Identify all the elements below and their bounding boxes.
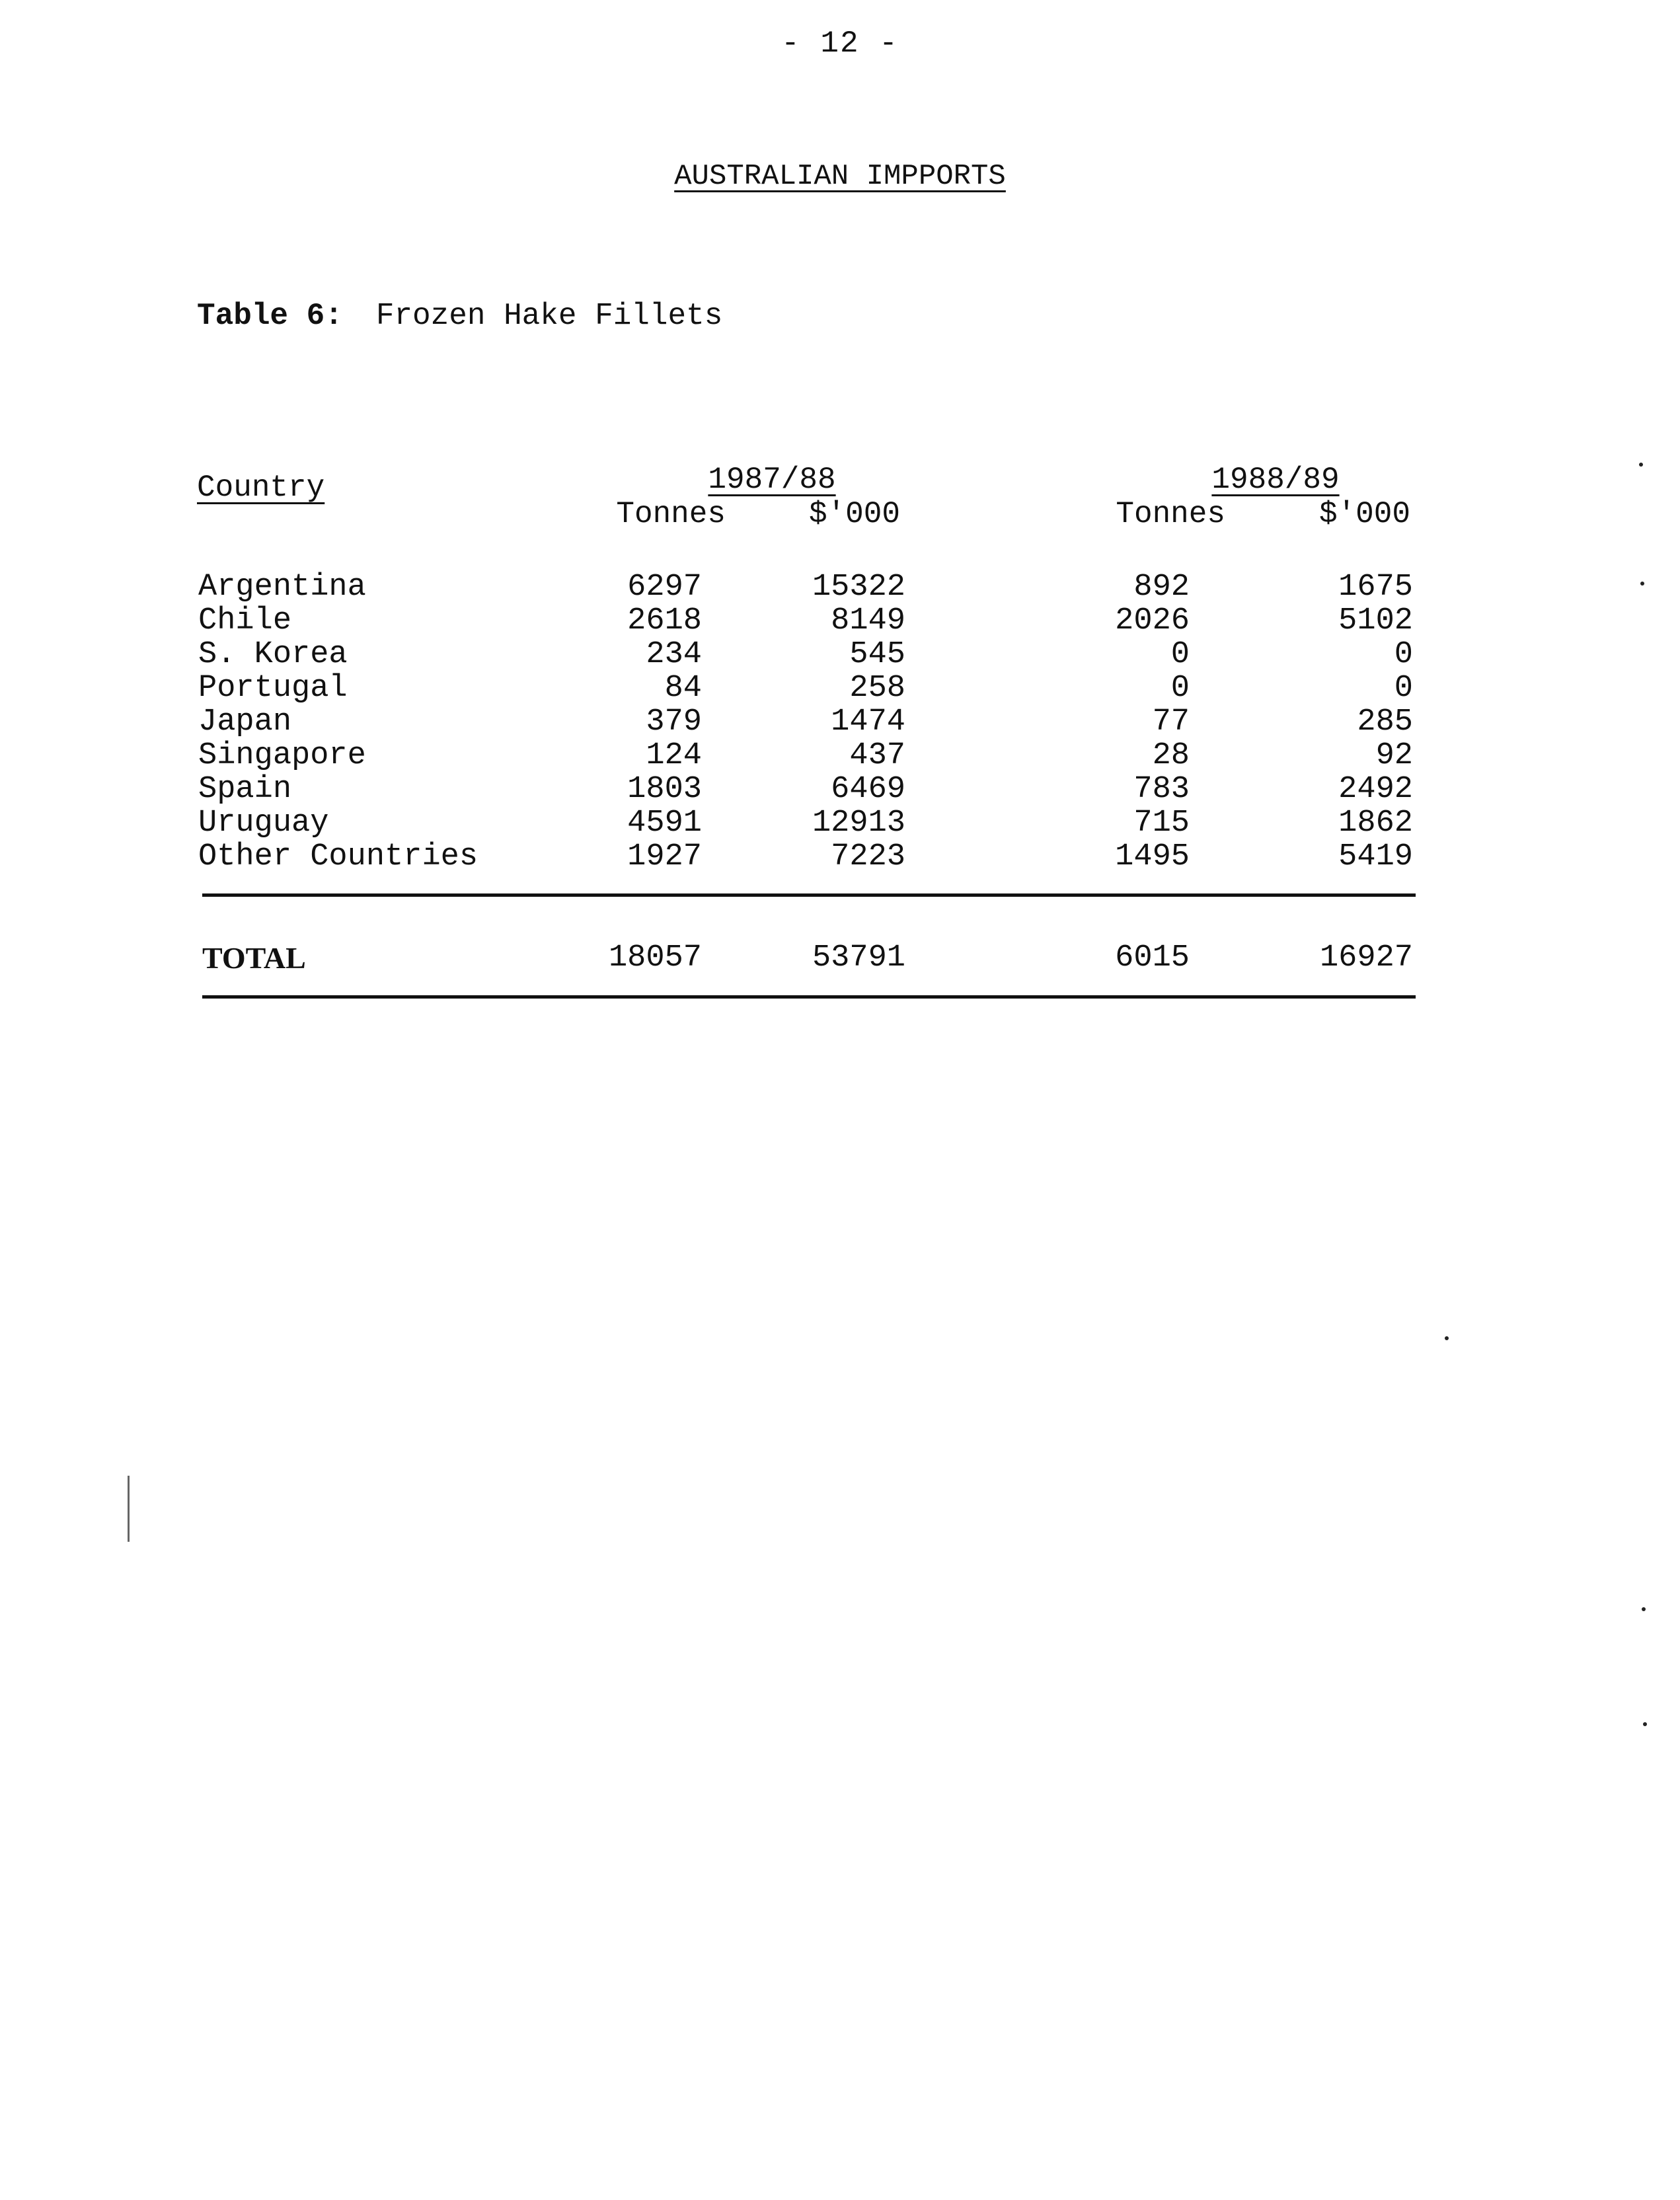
tonnes-1987-88-cell: 1927 — [627, 839, 702, 874]
table-caption — [197, 299, 722, 333]
total-value-1988-89: 16927 — [1319, 940, 1413, 975]
table-row — [0, 772, 1680, 806]
tonnes-1987-88-cell: 2618 — [627, 603, 702, 638]
value-1987-88-cell: 12913 — [812, 806, 905, 841]
tonnes-1987-88-cell: 234 — [646, 637, 702, 672]
scan-speck — [1642, 1607, 1646, 1611]
scan-speck — [1639, 463, 1643, 467]
tonnes-1987-88-cell: 1803 — [627, 772, 702, 807]
total-label: TOTAL — [202, 941, 306, 975]
table-title: Frozen Hake Fillets — [375, 299, 723, 333]
total-tonnes-1988-89: 6015 — [1115, 940, 1190, 975]
value-1987-88-cell: 258 — [849, 671, 905, 706]
year-header-1987-88: 1987/88 — [708, 463, 836, 497]
value-1988-89-cell: 5102 — [1338, 603, 1413, 638]
country-cell: Uruguay — [198, 806, 329, 841]
value-1988-89-cell: 1675 — [1338, 570, 1413, 605]
value-1988-89-cell: 0 — [1394, 637, 1413, 672]
value-1988-89-cell: 0 — [1394, 671, 1413, 706]
tonnes-1988-89-cell: 0 — [1170, 671, 1190, 706]
tonnes-header-1987-88: Tonnes — [616, 497, 726, 531]
tonnes-1988-89-cell: 1495 — [1115, 839, 1190, 874]
total-value-1987-88: 53791 — [812, 940, 905, 975]
value-header-1988-89: $'000 — [1318, 497, 1410, 531]
tonnes-1988-89-cell: 715 — [1133, 806, 1190, 841]
tonnes-1988-89-cell: 28 — [1152, 738, 1190, 773]
table-row — [0, 637, 1680, 671]
country-column-header: Country — [197, 471, 325, 505]
table-divider-top — [202, 893, 1416, 897]
tonnes-1988-89-cell: 77 — [1152, 704, 1190, 740]
tonnes-1987-88-cell: 4591 — [627, 806, 702, 841]
table-row — [0, 806, 1680, 839]
tonnes-1987-88-cell: 379 — [646, 704, 702, 740]
tonnes-1988-89-cell: 0 — [1170, 637, 1190, 672]
country-cell: S. Korea — [198, 637, 348, 672]
country-cell: Japan — [198, 704, 292, 740]
value-1987-88-cell: 6469 — [831, 772, 905, 807]
value-1987-88-cell: 437 — [849, 738, 905, 773]
tonnes-1988-89-cell: 783 — [1133, 772, 1190, 807]
margin-mark — [128, 1476, 130, 1542]
value-1987-88-cell: 7223 — [831, 839, 905, 874]
value-1988-89-cell: 285 — [1357, 704, 1413, 740]
country-cell: Argentina — [198, 570, 366, 605]
year-header-1988-89: 1988/89 — [1211, 463, 1340, 497]
document-heading — [0, 160, 1680, 193]
table-divider-bottom — [202, 995, 1416, 999]
value-1987-88-cell: 8149 — [831, 603, 905, 638]
value-1987-88-cell: 545 — [849, 637, 905, 672]
country-cell: Spain — [198, 772, 292, 807]
tonnes-1987-88-cell: 84 — [664, 671, 702, 706]
country-cell: Portugal — [198, 671, 348, 706]
value-header-1987-88: $'000 — [808, 497, 900, 531]
total-tonnes-1987-88: 18057 — [608, 940, 702, 975]
heading-text: AUSTRALIAN IMPPORTS — [674, 160, 1006, 193]
value-1988-89-cell: 2492 — [1338, 772, 1413, 807]
scan-speck — [1643, 1722, 1647, 1726]
page-number: - 12 - — [781, 26, 899, 61]
scan-speck — [1445, 1336, 1449, 1340]
table-row — [0, 671, 1680, 704]
country-cell: Singapore — [198, 738, 366, 773]
country-cell: Other Countries — [198, 839, 478, 874]
tonnes-1987-88-cell: 6297 — [627, 570, 702, 605]
tonnes-1988-89-cell: 892 — [1133, 570, 1190, 605]
table-row — [0, 570, 1680, 603]
table-row — [0, 738, 1680, 772]
value-1988-89-cell: 1862 — [1338, 806, 1413, 841]
value-1988-89-cell: 5419 — [1338, 839, 1413, 874]
tonnes-1987-88-cell: 124 — [646, 738, 702, 773]
table-row — [0, 704, 1680, 738]
tonnes-header-1988-89: Tonnes — [1116, 497, 1225, 531]
tonnes-1988-89-cell: 2026 — [1115, 603, 1190, 638]
value-1987-88-cell: 15322 — [812, 570, 905, 605]
table-row — [0, 839, 1680, 873]
scan-speck — [1640, 582, 1644, 586]
value-1988-89-cell: 92 — [1375, 738, 1413, 773]
table-row — [0, 603, 1680, 637]
total-row — [0, 940, 1680, 976]
table-label: Table 6: — [197, 299, 343, 333]
value-1987-88-cell: 1474 — [831, 704, 905, 740]
country-cell: Chile — [198, 603, 292, 638]
